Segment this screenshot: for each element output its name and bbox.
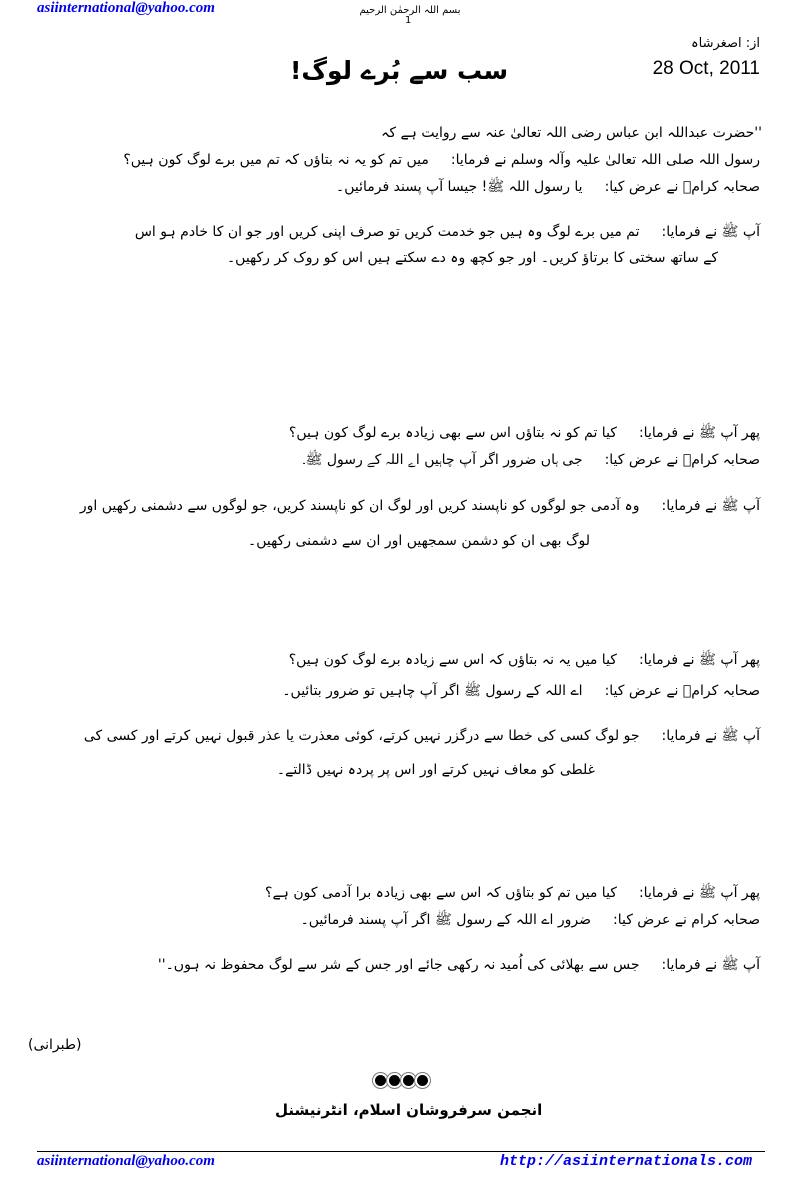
bismillah: بسم اللہ الرحمٰن الرحیم	[359, 5, 461, 16]
intro-line: ''حضرت عبداللہ ابن عباس رضی اللہ تعالیٰ عنہ سے روایت ہے کہ	[381, 125, 762, 141]
footer-website-link[interactable]: http://asiinternationals.com	[500, 1153, 753, 1170]
speaker: صحابہ کرامؓ نے عرض کیا:	[604, 683, 760, 699]
reply-line	[95, 221, 760, 243]
statement: میں تم کو یہ نہ بتاؤں کہ تم میں برے لوگ کون ہیں؟	[123, 152, 429, 168]
star-icon	[403, 1075, 414, 1086]
header-email-link[interactable]: asiinternational@yahoo.com	[37, 0, 215, 16]
question-line	[265, 882, 760, 904]
statement: جس سے بھلائی کی اُمید نہ رکھی جائے اور جس کے شر سے لوگ محفوظ نہ ہوں۔''	[157, 957, 640, 973]
speaker: صحابہ کرامؓ نے عرض کیا:	[604, 452, 760, 468]
reply-continuation: غلطی کو معاف نہیں کرتے اور اس پر پردہ نہیں ڈالتے۔	[276, 762, 595, 778]
speaker: پھر آپ ﷺ نے فرمایا:	[638, 885, 760, 901]
ornament-stars	[375, 1075, 428, 1086]
question-line	[289, 422, 760, 444]
source-reference: (طبرانی)	[28, 1037, 82, 1053]
organization-name: انجمن سرفروشان اسلام، انٹرنیشنل	[275, 1101, 543, 1119]
statement: اے اللہ کے رسول ﷺ اگر آپ چاہیں تو ضرور بتائیں۔	[282, 683, 583, 699]
date: 28 Oct, 2011	[652, 58, 760, 79]
question-line	[123, 149, 760, 171]
speaker: آپ ﷺ نے فرمایا:	[661, 224, 760, 240]
reply-line	[84, 725, 760, 747]
answer-line	[336, 176, 760, 198]
speaker: رسول اللہ صلی اللہ تعالیٰ علیہ وآلہ وسلم نے فرمایا:	[450, 152, 760, 168]
author: از: اصغرشاہ	[691, 36, 760, 51]
statement: یا رسول اللہ ﷺ! جیسا آپ پسند فرمائیں۔	[336, 179, 583, 195]
speaker: پھر آپ ﷺ نے فرمایا:	[638, 652, 760, 668]
reply-continuation: لوگ بھی ان کو دشمن سمجھیں اور ان سے دشمنی رکھیں۔	[248, 533, 590, 549]
speaker: آپ ﷺ نے فرمایا:	[661, 957, 760, 973]
star-icon	[375, 1075, 386, 1086]
speaker: پھر آپ ﷺ نے فرمایا:	[638, 425, 760, 441]
page-title: سب سے بُرے لوگ!	[290, 56, 509, 85]
speaker: آپ ﷺ نے فرمایا:	[661, 498, 760, 514]
speaker: صحابہ کرامؓ نے عرض کیا:	[604, 179, 760, 195]
speaker: آپ ﷺ نے فرمایا:	[661, 728, 760, 744]
question-line	[289, 649, 760, 671]
star-icon	[389, 1075, 400, 1086]
reply-line	[158, 954, 760, 976]
reply-continuation: کے ساتھ سختی کا برتاؤ کریں۔ اور جو کچھ وہ دے سکتے ہیں اس کو روک کر رکھیں۔	[226, 250, 718, 266]
statement: کیا تم کو نہ بتاؤں اس سے بھی زیادہ برے لوگ کون ہیں؟	[288, 425, 617, 441]
speaker: صحابہ کرام نے عرض کیا:	[612, 912, 760, 928]
statement: تم میں برے لوگ وہ ہیں جو خدمت کریں تو صرف اپنی کریں اور جو ان کا خادم ہو اس	[134, 224, 640, 240]
star-icon	[417, 1075, 428, 1086]
statement: وہ آدمی جو لوگوں کو ناپسند کریں اور لوگ ان کو ناپسند کریں، جو لوگوں سے دشمنی رکھیں اور	[79, 498, 640, 514]
statement: کیا میں تم کو بتاؤں کہ اس سے بھی زیادہ برا آدمی کون ہے؟	[265, 885, 617, 901]
statement: جی ہاں ضرور اگر آپ چاہیں اے اللہ کے رسول ﷺ۔	[302, 452, 583, 468]
statement: کیا میں یہ نہ بتاؤں کہ اس سے زیادہ برے لوگ کون ہیں؟	[288, 652, 617, 668]
footer-email-link[interactable]: asiinternational@yahoo.com	[37, 1153, 215, 1169]
statement: جو لوگ کسی کی خطا سے درگزر نہیں کرتے، کوئی معذرت یا عذر قبول نہیں کرتے اور کسی کی	[83, 728, 640, 744]
answer-line	[282, 680, 760, 702]
footer-divider	[37, 1151, 765, 1152]
reply-line	[80, 495, 760, 517]
statement: ضرور اے اللہ کے رسول ﷺ اگر آپ پسند فرمائیں۔	[300, 912, 591, 928]
answer-line	[302, 449, 760, 471]
answer-line	[301, 909, 760, 931]
page-number: 1	[405, 15, 412, 26]
